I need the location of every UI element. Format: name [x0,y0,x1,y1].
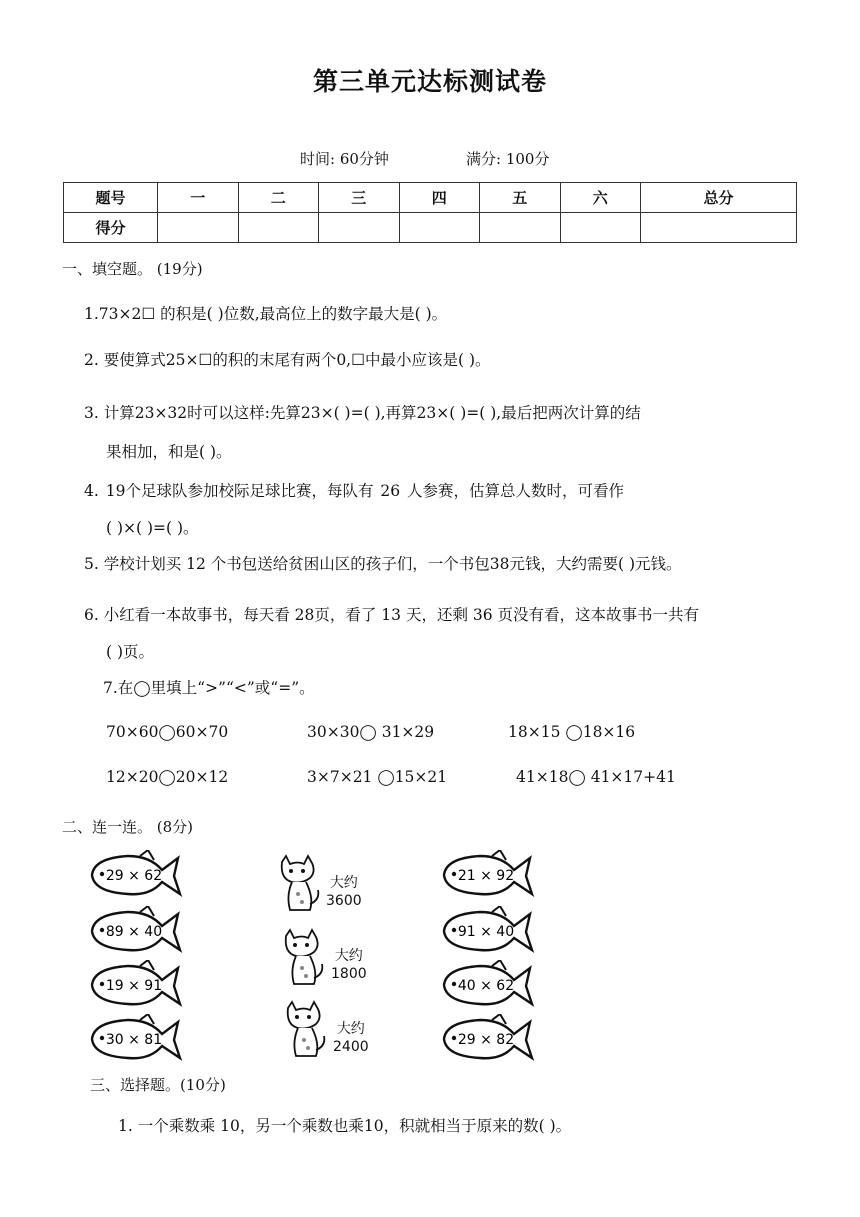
estimate-value: 1800 [331,966,367,982]
score-entry-cell[interactable] [641,213,797,243]
score-entry-cell[interactable] [319,213,400,243]
question-1-5: 5. 学校计划买 12 个书包送给贫困山区的孩子们，一个书包38元钱，大约需要( )元钱。 [84,555,682,573]
fish-label: 40 × 62 [457,978,515,994]
compare-item: 12×20◯20×12 [106,768,229,786]
estimate-word: 大约 [334,948,363,964]
fish-label: 19 × 91 [105,978,163,994]
table-cell: 一 [158,183,239,213]
fish-label: 21 × 92 [457,868,515,884]
estimate-word: 大约 [336,1021,365,1037]
section-3-heading: 三、选择题。(10分) [90,1076,226,1094]
compare-item: 3×7×21 ◯15×21 [307,768,448,786]
question-1-4-cont: ( )×( )=( )。 [106,519,199,537]
page-title: 第三单元达标测试卷 [312,67,547,96]
time-info: 时间: 60分钟 [300,150,389,168]
table-cell: 总分 [641,183,797,213]
estimate-value: 2400 [333,1039,369,1055]
compare-item: 30×30◯ 31×29 [307,723,435,741]
estimate-label [331,947,367,983]
question-1-6: 6. 小红看一本故事书，每天看 28页，看了 13 天，还剩 36 页没有看，这本故事书一共有 [84,606,700,624]
score-entry-cell[interactable] [480,213,561,243]
compare-item: 41×18◯ 41×17+41 [516,768,676,786]
question-3-1: 1. 一个乘数乘 10，另一个乘数也乘10，积就相当于原来的数( )。 [118,1117,572,1135]
score-table-score-row [64,213,797,243]
table-cell: 得分 [64,213,158,243]
score-entry-cell[interactable] [399,213,480,243]
score-table-header-row [64,183,797,213]
table-cell: 五 [480,183,561,213]
table-cell: 四 [399,183,480,213]
score-entry-cell[interactable] [238,213,319,243]
estimate-label [333,1020,369,1056]
score-entry-cell[interactable] [158,213,239,243]
table-cell: 六 [560,183,641,213]
fish-label: 89 × 40 [105,924,163,940]
question-1-7: 7.在◯里填上“>”“<”或“=”。 [103,679,315,697]
question-1-6-cont: ( )页。 [106,643,155,661]
fish-icon[interactable] [440,906,536,956]
question-1-3: 3. 计算23×32时可以这样:先算23×( )=( ),再算23×( )=( ),最后把两次计算的结 [84,404,641,422]
fish-label: 91 × 40 [457,924,515,940]
estimate-value: 3600 [326,893,362,909]
fish-icon[interactable] [88,906,184,956]
estimate-label [326,874,362,910]
table-cell: 题号 [64,183,158,213]
fish-icon[interactable] [88,1014,184,1064]
compare-item: 18×15 ◯18×16 [508,723,636,741]
question-1-4: 4. 19个足球队参加校际足球比赛，每队有 26 人参赛，估算总人数时，可看作 [84,482,625,500]
table-cell: 三 [319,183,400,213]
cat-icon[interactable] [278,1000,330,1060]
score-table [63,182,797,243]
fish-label: 30 × 81 [105,1032,163,1048]
score-entry-cell[interactable] [560,213,641,243]
fish-icon[interactable] [88,850,184,900]
fish-label: 29 × 82 [457,1032,515,1048]
fish-icon[interactable] [440,960,536,1010]
question-1-3-cont: 果相加，和是( )。 [106,443,232,461]
fish-label: 29 × 62 [105,868,163,884]
compare-item: 70×60◯60×70 [106,723,229,741]
section-2-heading: 二、连一连。 (8分) [62,818,194,836]
estimate-word: 大约 [329,875,358,891]
fish-icon[interactable] [88,960,184,1010]
question-1-1: 1.73×2☐ 的积是( )位数,最高位上的数字最大是( )。 [84,305,448,323]
table-cell: 二 [238,183,319,213]
fish-icon[interactable] [440,850,536,900]
full-score-info: 满分: 100分 [466,150,550,168]
section-1-heading: 一、填空题。 (19分) [62,260,203,278]
cat-icon[interactable] [272,854,324,914]
question-1-2: 2. 要使算式25×☐的积的末尾有两个0,☐中最小应该是( )。 [84,351,491,369]
cat-icon[interactable] [276,928,328,988]
fish-icon[interactable] [440,1014,536,1064]
